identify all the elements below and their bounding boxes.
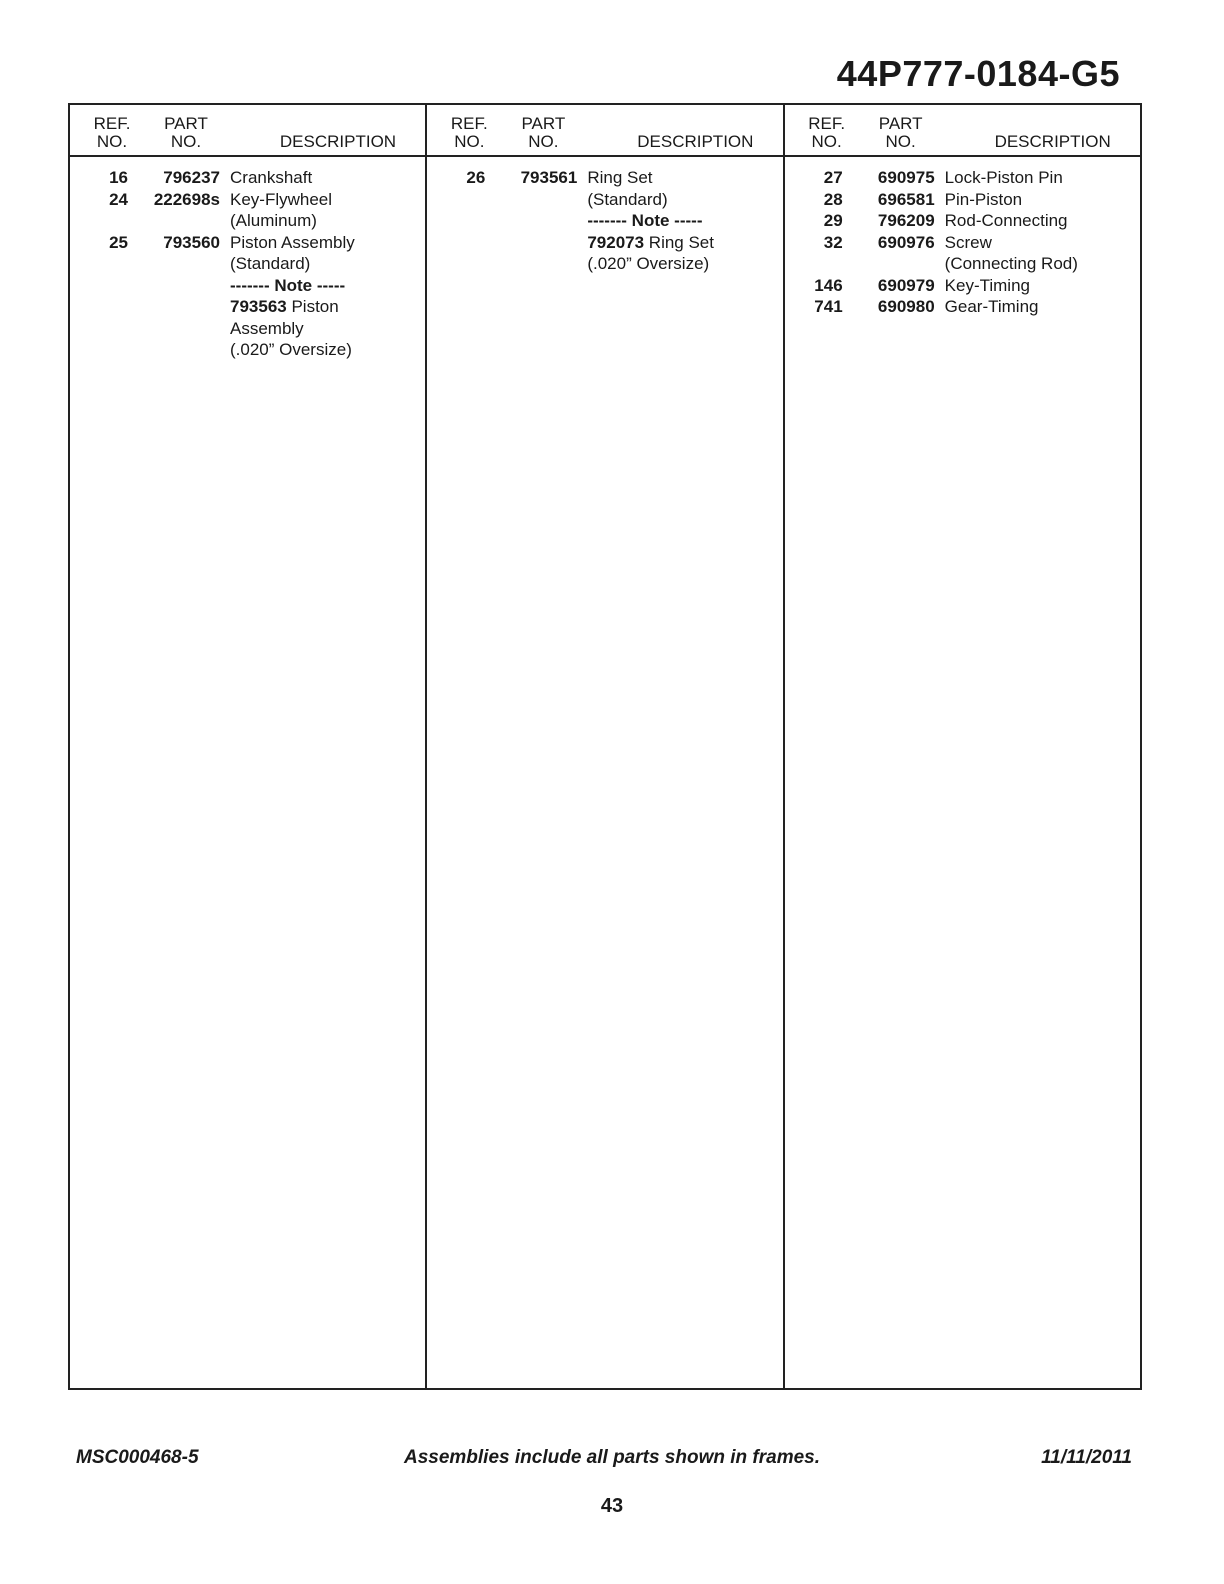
part-number [485, 210, 577, 232]
alternate-part-number: 792073 [587, 232, 645, 252]
part-description: ------- Note ----- [587, 211, 703, 230]
part-number [843, 253, 935, 275]
ref-number [70, 275, 128, 297]
part-number: 793560 [163, 232, 220, 252]
parts-row [785, 167, 1140, 189]
part-description: (Standard) [230, 254, 311, 273]
ref-number [427, 189, 485, 211]
part-description: ------- Note ----- [230, 275, 346, 295]
parts-column-3 [783, 105, 1140, 1388]
parts-column-2 [425, 105, 782, 1388]
ref-number: 27 [823, 168, 843, 187]
parts-row [785, 189, 1140, 211]
part-description: (.020” Oversize) [587, 254, 710, 273]
parts-row [70, 210, 425, 232]
parts-row [427, 232, 782, 254]
parts-row [70, 275, 425, 297]
column-header [427, 105, 782, 157]
part-description [577, 232, 782, 254]
column-header [785, 105, 1140, 157]
part-number [128, 275, 220, 297]
part-number [485, 189, 577, 211]
part-number: 793561 [520, 168, 578, 187]
ref-number: 741 [814, 297, 843, 316]
document-code: MSC000468-5 [76, 1447, 199, 1468]
parts-row [785, 253, 1140, 275]
ref-number: 146 [814, 275, 843, 295]
part-number: 796209 [877, 211, 935, 230]
ref-number: 29 [823, 211, 843, 230]
parts-row [70, 232, 425, 254]
ref-number [427, 232, 485, 254]
ref-number: 25 [109, 232, 128, 252]
part-no-header: PART NO. [878, 114, 923, 151]
part-number: 690976 [877, 232, 935, 252]
parts-row [427, 210, 782, 232]
part-description: Key-Timing [944, 275, 1030, 295]
part-description: Assembly [230, 318, 304, 338]
part-number: 796237 [163, 168, 220, 187]
part-number [485, 232, 577, 254]
part-description: Gear-Timing [944, 297, 1039, 316]
part-no-header: PART NO. [164, 114, 208, 151]
part-number: 690980 [877, 297, 935, 316]
part-number [128, 296, 220, 318]
part-description: (Aluminum) [230, 211, 317, 230]
part-description: Ring Set [587, 168, 653, 187]
document-date: 11/11/2011 [1041, 1447, 1132, 1468]
part-description: Piston Assembly [230, 232, 355, 252]
parts-row [785, 296, 1140, 318]
footer-note: Assemblies include all parts shown in frames. [403, 1447, 821, 1468]
part-description: Rod-Connecting [944, 211, 1068, 230]
part-number: 696581 [877, 189, 935, 209]
part-number: 222698s [153, 189, 220, 209]
alternate-part-description: Ring Set [644, 232, 714, 252]
model-number-title: 44P777-0184-G5 [836, 53, 1120, 94]
part-description: Lock-Piston Pin [944, 168, 1063, 187]
ref-number [70, 210, 128, 232]
parts-row [785, 275, 1140, 297]
ref-number: 16 [109, 168, 128, 187]
ref-number: 28 [823, 189, 843, 209]
part-description: (Connecting Rod) [944, 254, 1078, 273]
parts-column-1 [70, 105, 425, 1388]
alternate-part-number: 793563 [230, 297, 287, 316]
part-number [128, 253, 220, 275]
ref-number [70, 296, 128, 318]
page-number: 43 [600, 1495, 624, 1517]
part-description [220, 296, 425, 318]
ref-number: 26 [466, 168, 486, 187]
part-description: Screw [944, 232, 992, 252]
ref-number [70, 339, 128, 361]
parts-row [427, 253, 782, 275]
parts-row [785, 210, 1140, 232]
ref-no-header: REF. NO. [808, 114, 846, 151]
part-number [128, 318, 220, 340]
parts-row [70, 339, 425, 361]
ref-number [785, 253, 843, 275]
parts-row [70, 296, 425, 318]
part-description: Pin-Piston [944, 189, 1023, 209]
part-description: (.020” Oversize) [230, 340, 352, 359]
description-header: DESCRIPTION [637, 132, 754, 151]
parts-row [70, 189, 425, 211]
parts-row [427, 189, 782, 211]
part-description: Crankshaft [230, 168, 313, 187]
part-number [485, 253, 577, 275]
alternate-part-description: Piston [286, 297, 339, 316]
ref-number: 24 [109, 189, 128, 209]
ref-no-header: REF. NO. [450, 114, 488, 151]
description-header: DESCRIPTION [994, 132, 1111, 151]
ref-no-header: REF. NO. [93, 114, 131, 151]
part-description: Key-Flywheel [230, 189, 333, 209]
parts-rows [785, 157, 1140, 318]
ref-number: 32 [823, 232, 843, 252]
parts-row [70, 253, 425, 275]
parts-rows [427, 157, 782, 275]
parts-table [68, 103, 1142, 1390]
part-number [128, 339, 220, 361]
part-number [128, 210, 220, 232]
parts-row [70, 318, 425, 340]
ref-number [427, 210, 485, 232]
part-no-header: PART NO. [521, 114, 566, 151]
part-number: 690975 [877, 168, 935, 187]
parts-row [785, 232, 1140, 254]
ref-number [70, 253, 128, 275]
ref-number [427, 253, 485, 275]
part-number: 690979 [877, 275, 935, 295]
parts-row [70, 167, 425, 189]
column-header [70, 105, 425, 157]
ref-number [70, 318, 128, 340]
parts-row [427, 167, 782, 189]
part-description: (Standard) [587, 189, 668, 209]
description-header: DESCRIPTION [279, 132, 397, 151]
parts-rows [70, 157, 425, 361]
